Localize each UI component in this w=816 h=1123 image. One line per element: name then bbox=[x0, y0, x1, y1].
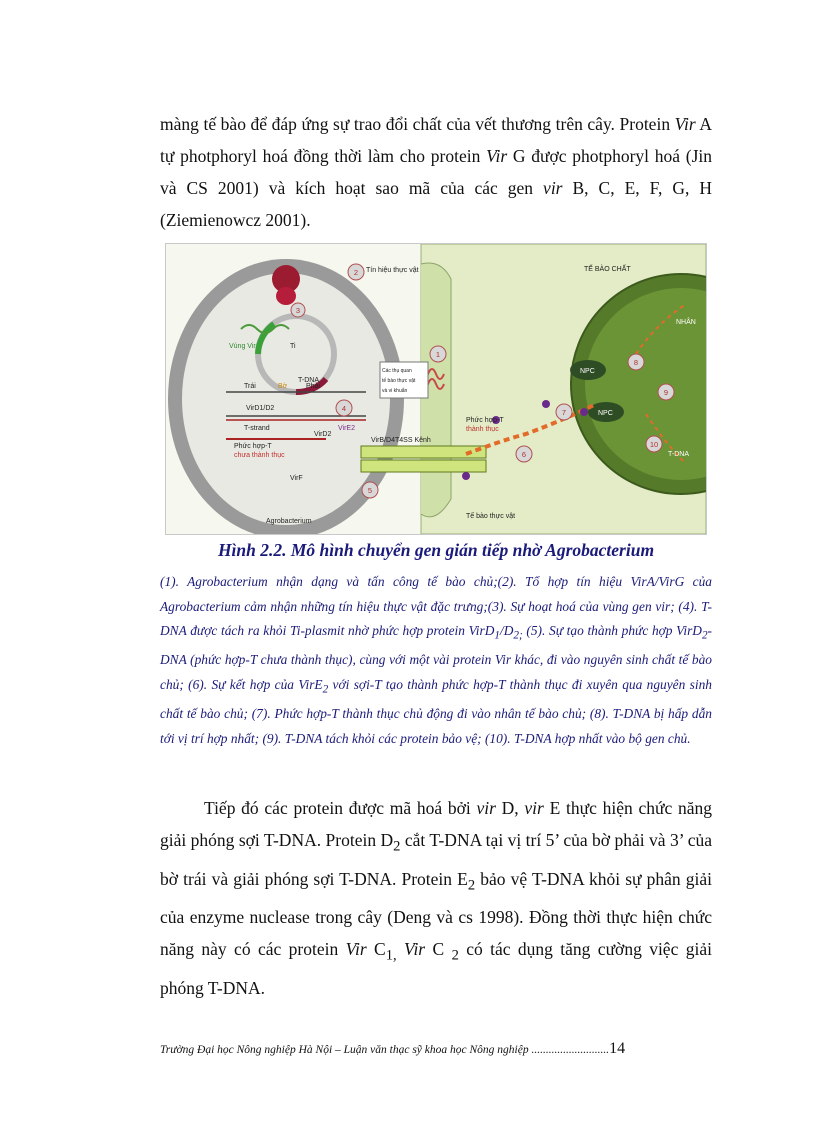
vire2-label: VirE2 bbox=[338, 425, 355, 432]
cytoplasm-label: TẾ BÀO CHẤT bbox=[584, 266, 631, 273]
mature-complex-label-2: thành thục bbox=[466, 426, 499, 433]
figure-caption-body: (1). Agrobacterium nhận dạng và tấn công tế bào chủ;(2). Tổ hợp tín hiệu VirA/VirG của Agrobacterium cảm nhận những tín hiệu thực vật đặc trưng;(3). Sự hoạt hoá của vùng gen vir; (4). T-DNA được tách ra khỏi Ti-plasmit nhờ phức hợp protein $VirD_1/D_{2;}$ (5). Sự tạo thành phức hợp VirD$_2$-DNA (phức hợp-T chưa thành thục), cùng với một vài protein Vir khác, đi vào nguyên sinh chất tế bào chủ; (6). Sự kết hợp của VirE$_2$ với sợi-T tạo thành phức hợp-T thành thục đi xuyên qua nguyên sinh chất tế bào chủ; (7). Phức hợp-T thành thục chủ động đi vào nhân tế bào chủ; (8). T-DNA bị hấp dẫn tới vị trí hợp nhất; (9). T-DNA tách khỏi các protein bảo vệ; (10). T-DNA hợp nhất vào bộ gen chủ. bbox=[160, 574, 712, 746]
border-label: Bờ bbox=[278, 383, 288, 390]
step-7-label: 7 bbox=[561, 408, 567, 417]
npc-label-1: NPC bbox=[580, 368, 595, 375]
vir-region-label: Vùng Vir bbox=[229, 343, 256, 350]
agrobacterium-label: Agrobacterium bbox=[266, 518, 312, 525]
step-6-label: 6 bbox=[521, 450, 527, 459]
mature-complex-label-1: Phức hợp-T bbox=[466, 417, 504, 424]
right-border-label: Phải bbox=[306, 383, 321, 390]
step-5-label: 5 bbox=[367, 486, 373, 495]
figure-illustration bbox=[166, 244, 706, 534]
page-number: 14 bbox=[609, 1040, 626, 1057]
step-4-label: 4 bbox=[341, 404, 347, 413]
body-paragraph-1: màng tế bào để đáp ứng sự trao đổi chất của vết thương trên cây. Protein Vir A tự photphoryl hoá đồng thời làm cho protein Vir G được photphoryl hoá (Jin và CS 2001) và kích hoạt sao mã của các gen vir B, C, E, F, G, H (Ziemienowcz 2001). bbox=[160, 114, 712, 230]
step-8-label: 8 bbox=[633, 358, 639, 367]
left-border-label: Trái bbox=[244, 383, 256, 390]
ti-label: Ti bbox=[290, 343, 296, 350]
tstrand-label: T-strand bbox=[244, 425, 270, 432]
npc-label-2: NPC bbox=[598, 410, 613, 417]
receptor-label-3: và vi khuẩn bbox=[382, 388, 408, 394]
plant-signal-label: Tín hiệu thực vật bbox=[366, 267, 419, 274]
step-3-label: 3 bbox=[295, 306, 301, 315]
agrobacterium-transfer-figure bbox=[165, 243, 707, 535]
plant-cell-label: Tế bào thực vật bbox=[466, 513, 516, 520]
step-2-label: 2 bbox=[353, 268, 359, 277]
step-10-label: 10 bbox=[649, 440, 659, 449]
immature-complex-label-1: Phức hợp-T bbox=[234, 443, 272, 450]
tdna-nucleus-label: T-DNA bbox=[668, 451, 689, 458]
page-footer bbox=[160, 1040, 712, 1058]
step-9-label: 9 bbox=[663, 388, 669, 397]
immature-complex-label-2: chưa thành thục bbox=[234, 452, 285, 459]
figure-caption-title: Hình 2.2. Mô hình chuyển gen gián tiếp nhờ Agrobacterium bbox=[217, 540, 655, 560]
body-paragraph-2: Tiếp đó các protein được mã hoá bởi vir D, vir E thực hiện chức năng giải phóng sợi T-DNA. Protein $D_2$ cắt T-DNA tại vị trí 5’ của bờ phải và 3’ của bờ trái và giải phóng sợi T-DNA. Protein $E_2$ bảo vệ T-DNA khỏi sự phân giải của enzyme nuclease trong cây (Deng và cs 1998). Đồng thời thực hiện chức năng này có các protein Vir $C_{1,}$ Vir C $_2$ có tác dụng tăng cường việc giải phóng T-DNA. bbox=[160, 798, 712, 998]
receptor-label-1: Các thụ quan bbox=[382, 368, 412, 374]
nucleus-label: NHÂN bbox=[676, 319, 696, 326]
footer-text: Trường Đại học Nông nghiệp Hà Nội – Luận văn thạc sỹ khoa học Nông nghiệp ........................... bbox=[160, 1044, 610, 1056]
virf-label: VirF bbox=[290, 475, 303, 482]
receptor-label-2: tế bào thực vật bbox=[382, 378, 416, 384]
step-1-label: 1 bbox=[435, 350, 441, 359]
vird1d2-label: VirD1/D2 bbox=[246, 405, 275, 412]
virb-channel-label: VirB/D4T4SS Kênh bbox=[371, 437, 431, 444]
vird2-label: VirD2 bbox=[314, 431, 332, 438]
tdna-label: T-DNA bbox=[298, 377, 319, 384]
